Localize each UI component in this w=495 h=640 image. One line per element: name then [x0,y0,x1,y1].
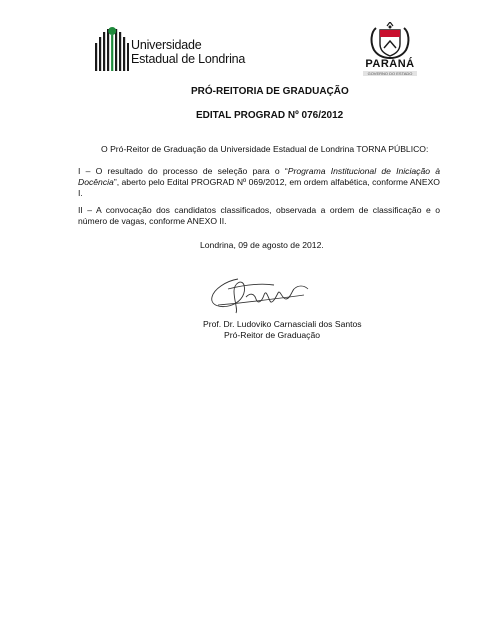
office-title: PRÓ-REITORIA DE GRADUAÇÃO [191,86,349,97]
intro-paragraph: O Pró-Reitor de Graduação da Universidade Estadual de Londrina TORNA PÚBLICO: [101,144,429,154]
item-1-paragraph [78,166,440,198]
parana-name: PARANÁ [365,58,415,70]
uel-logo [93,23,246,73]
item-1-suffix: ”, aberto pelo Edital PROGRAD Nº 069/2012, em ordem alfabética, conforme ANEXO I. [78,176,440,198]
signatory-name: Prof. Dr. Ludoviko Carnasciali dos Santos [203,319,362,329]
uel-emblem-icon [93,23,129,73]
item-2-paragraph: II – A convocação dos candidatos classificados, observada a ordem de classificação e o número de vagas, conforme ANEXO II. [78,205,440,226]
place-date: Londrina, 09 de agosto de 2012. [200,240,324,250]
uel-name-line2: Estadual de Londrina [131,52,246,66]
item-1-program-name: Programa Institucional de Iniciação à Docência [78,166,441,187]
parana-coat-of-arms-icon [360,22,420,59]
uel-name-line1: Universidade [131,38,202,52]
parana-state-logo [360,22,420,78]
item-1-prefix: I – O resultado do processo de seleção para o “ [78,166,288,176]
edital-title: EDITAL PROGRAD Nº 076/2012 [196,110,344,121]
handwritten-signature [204,275,314,315]
parana-subtitle: GOVERNO DO ESTADO [363,71,417,76]
signatory-role: Pró-Reitor de Graduação [224,330,321,340]
